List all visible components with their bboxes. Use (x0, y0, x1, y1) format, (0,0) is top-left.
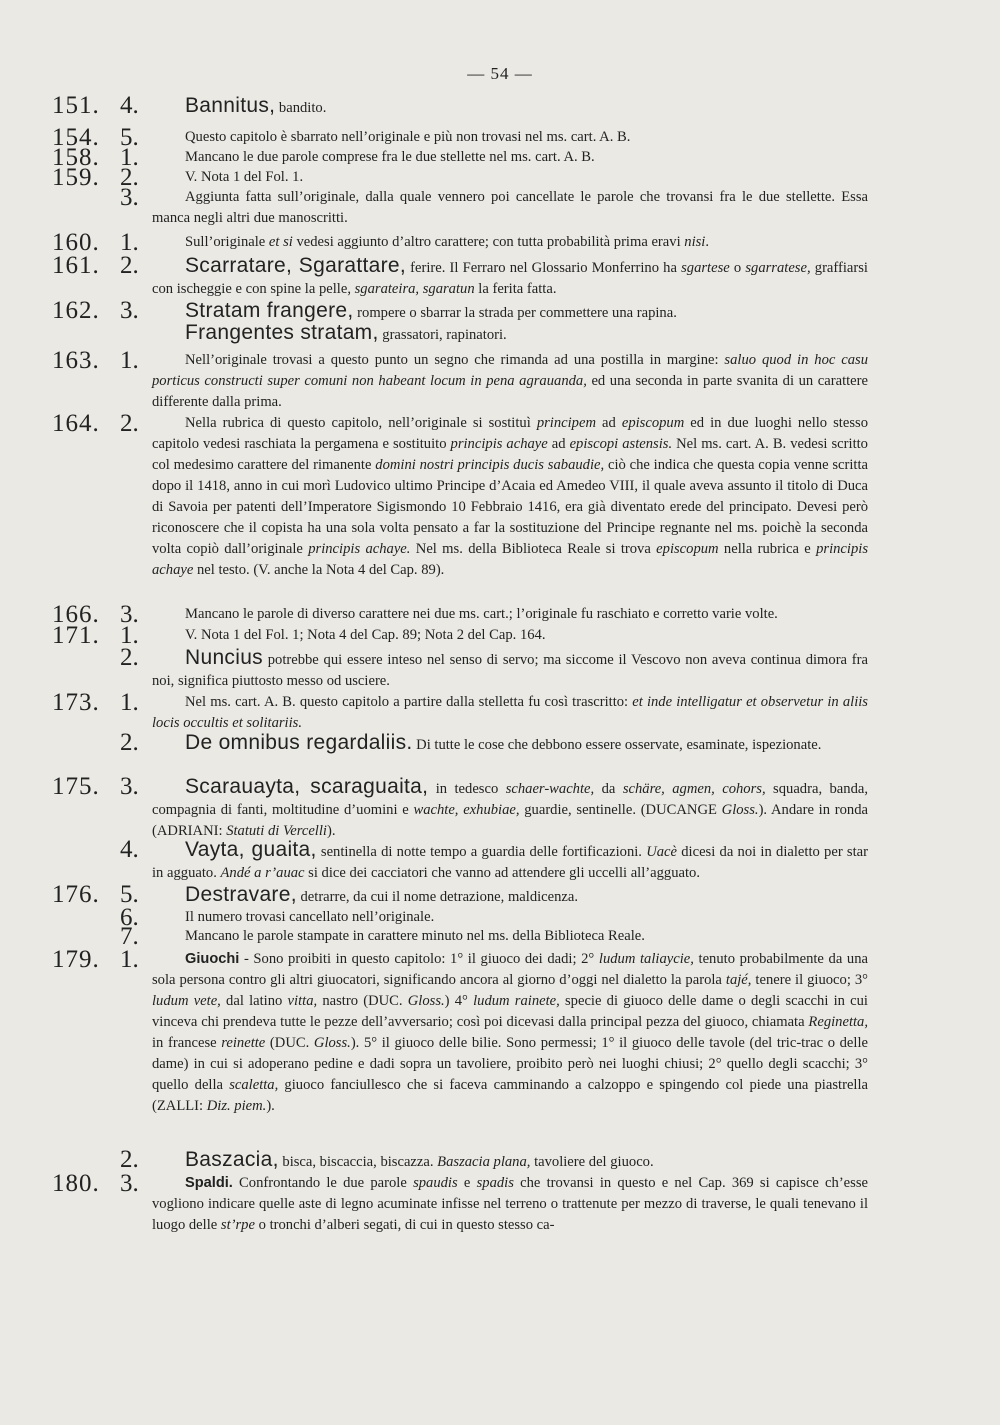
chapter-number: 162. (52, 297, 100, 324)
headword: Bannitus, (185, 94, 276, 117)
note-text-run: si dice dei cacciatori che vanno ad attendere gli uccelli all’agguato. (304, 865, 700, 881)
italic-term: saluo quod in hoc casu porticus constructi super comuni non habeant locum in pena agrauanda, (152, 352, 868, 389)
note-text-run: Nella rubrica di questo capitolo, nell’originale si sostituì (185, 415, 537, 431)
note-text (152, 776, 868, 842)
note-20 (0, 923, 1000, 950)
note-text-run: Mancano le parole stampate in carattere minuto nel ms. della Biblioteca Reale. (185, 928, 645, 944)
note-text-run: dal latino (220, 993, 288, 1009)
chapter-number: 166. (52, 601, 100, 628)
note-text (152, 949, 868, 1117)
note-text-run: in tedesco (428, 781, 506, 797)
page-number: — 54 — (467, 64, 533, 83)
note-number: 2. (120, 729, 139, 756)
note-text-run: e (457, 1175, 477, 1191)
note-text-run: Sull’originale (185, 234, 269, 250)
chapter-number: 160. (52, 229, 100, 256)
note-text (152, 147, 868, 168)
note-12 (0, 622, 1000, 649)
note-text-run: Nel ms. cart. A. B. questo capitolo a partire dalla stelletta fu così trascritto: (185, 694, 633, 710)
note-number: 1. (120, 689, 139, 716)
note-8 (0, 322, 1000, 346)
note-number: 7. (120, 923, 139, 950)
note-text-run: Aggiunta fatta sull’originale, dalla quale vennero poi cancellate le parole che trovansi fra le due stellette. Essa manca negli altri due manoscritti. (152, 189, 868, 226)
chapter-number: 161. (52, 252, 100, 279)
note-text-run: ). 5° il giuoco delle bilie. Sono permessi; 1° il giuoco delle tavole (del tric-trac o delle dame) in cui si adoperano pedine e dadi sopra un tavoliere, proibito però nei luoghi chiusi; 2° quello degli scacchi; 3° quello della (152, 1035, 868, 1093)
note-text-run: bisca, biscaccia, biscazza. (278, 1154, 438, 1170)
italic-term: Andé a r’auac (220, 865, 305, 881)
note-text-run: in francese (152, 1035, 222, 1051)
note-text-run: graffiarsi con ischeggie e con spine la pelle, (152, 260, 868, 297)
note-text (152, 884, 868, 908)
note-text-run: - Sono proibiti in questo capitolo: 1° il giuoco dei dadi; 2° (239, 951, 599, 967)
note-text-run: Il numero trovasi cancellato nell’originale. (185, 909, 435, 925)
note-text (152, 625, 868, 646)
note-text-run: dicesi da noi in dialetto per star in agguato. (152, 844, 868, 881)
headword: Stratam frangere, (185, 299, 354, 322)
note-text (152, 647, 868, 692)
headword: Nuncius (185, 646, 263, 669)
note-21 (0, 946, 1000, 1117)
italic-term: et si (268, 234, 293, 250)
note-text-run: tenere il giuoco; 3° (751, 972, 868, 988)
note-text-run: ferire. Il Ferraro nel Glossario Monferrino ha (406, 260, 682, 276)
note-text-run: ). (326, 823, 336, 839)
headword: Scarauayta, scaraguaita, (185, 775, 429, 798)
note-text-run: detrarre, da cui il nome detrazione, maldicenza. (296, 889, 579, 905)
note-10 (0, 410, 1000, 581)
note-4 (0, 184, 1000, 229)
note-text-run: o tronchi d’alberi segati, di cui in questo stesso ca- (254, 1217, 555, 1233)
note-text (152, 127, 868, 148)
note-text-run: Di tutte le cose che debbono essere osservate, esaminate, ispezionate. (412, 737, 822, 753)
italic-term: Gloss. (407, 993, 445, 1009)
italic-term: ludum vete, (152, 993, 221, 1009)
note-text (152, 413, 868, 581)
chapter-number: 151. (52, 92, 100, 119)
note-text-run: ad (547, 436, 570, 452)
italic-term: ludum rainete, (473, 993, 560, 1009)
note-text-run: ). Andare in ronda (ADRIANI: (152, 802, 868, 839)
note-text-run: Nel ms. cart. A. B. vedesi scritto col medesimo carattere del rimanente (152, 436, 868, 473)
italic-term: tajé, (725, 972, 752, 988)
note-text (152, 732, 868, 756)
note-number: 1. (120, 946, 139, 973)
italic-term: episcopum (621, 415, 685, 431)
note-number: 2. (120, 1146, 139, 1173)
italic-term: schäre, agmen, cohors, (622, 781, 766, 797)
italic-term: principem (536, 415, 596, 431)
italic-term: ludum taliaycie, (598, 951, 694, 967)
note-text-run: ed in due luoghi nello stesso capitolo vedesi raschiata la pergamena e sostituito (152, 415, 868, 452)
note-text-run: . (705, 234, 710, 250)
headword: Giuochi (185, 951, 240, 967)
italic-term: scaletta, (229, 1077, 279, 1093)
italic-term: Diz. piem. (206, 1098, 267, 1114)
note-text-run: nastro (DUC. (317, 993, 408, 1009)
chapter-number: 180. (52, 1170, 100, 1197)
chapter-number: 179. (52, 946, 100, 973)
note-text-run: ad (596, 415, 622, 431)
chapter-number: 173. (52, 689, 100, 716)
note-text-run: da (594, 781, 623, 797)
note-text-run: V. Nota 1 del Fol. 1; Nota 4 del Cap. 89; Nota 2 del Cap. 164. (185, 627, 546, 643)
note-text-run: Nel ms. della Biblioteca Reale si trova (410, 541, 657, 557)
note-number: 3. (120, 297, 139, 324)
note-23 (0, 1170, 1000, 1236)
note-text-run: V. Nota 1 del Fol. 1. (185, 169, 304, 185)
italic-term: et inde intelligatur et observetur in aliis locis occultis et solitariis. (152, 694, 868, 731)
note-text (152, 95, 868, 119)
note-number: 3. (120, 1170, 139, 1197)
note-number: 1. (120, 622, 139, 649)
note-number: 4. (120, 92, 139, 119)
note-text-run: nel testo. (V. anche la Nota 4 del Cap. 89). (193, 562, 445, 578)
headword: Destravare, (185, 883, 297, 906)
italic-term: spadis (476, 1175, 514, 1191)
note-number: 2. (120, 644, 139, 671)
note-14 (0, 689, 1000, 734)
italic-term: domini nostri principis ducis sabaudie, (375, 457, 605, 473)
note-text (152, 232, 868, 253)
note-text-run: specie di giuoco delle dame o degli scacchi in cui vinceva chi prendeva tutte le pezze dell’avversario; così poi dicevasi dalla principal pezza del giuoco, chiamata (152, 993, 868, 1030)
note-17 (0, 836, 1000, 884)
note-text-run: ). (266, 1098, 275, 1114)
note-0 (0, 92, 1000, 119)
note-number: 2. (120, 164, 139, 191)
note-text (152, 1173, 868, 1236)
note-number: 1. (120, 347, 139, 374)
note-text-run: ) 4° (444, 993, 474, 1009)
headword: De omnibus regardaliis. (185, 731, 413, 754)
note-text-run: squadra, banda, compagnia di fanti, moltitudine d’uomini e (152, 781, 869, 818)
headword: Baszacia, (185, 1148, 279, 1171)
italic-term: reinette (221, 1035, 266, 1051)
note-number: 5. (120, 124, 139, 151)
note-text-run: bandito. (275, 100, 327, 116)
chapter-number: 154. (52, 124, 100, 151)
note-text-run: Nell’originale trovasi a questo punto un segno che rimanda ad una postilla in margine: (185, 352, 725, 368)
italic-term: schaer-wachte, (505, 781, 595, 797)
italic-term: principis achaye (450, 436, 548, 452)
note-text-run: Questo capitolo è sbarrato nell’originale e più non trovasi nel ms. cart. A. B. (185, 129, 631, 145)
note-text-run: ed una seconda in parte svanita di un carattere differente dalla prima. (152, 373, 868, 410)
note-number: 2. (120, 252, 139, 279)
italic-term: sgarratese, (745, 260, 811, 276)
note-text (152, 255, 868, 300)
chapter-number: 158. (52, 144, 100, 171)
note-text-run: rompere o sbarrar la strada per commettere una rapina. (353, 305, 677, 321)
headword: Scarratare, Sgarattare, (185, 254, 406, 277)
headword: Vayta, guaita, (185, 838, 317, 861)
note-6 (0, 252, 1000, 300)
note-13 (0, 644, 1000, 692)
note-text (152, 604, 868, 625)
italic-term: principis achaye. (308, 541, 411, 557)
italic-term: Statuti di Vercelli (226, 823, 327, 839)
note-text (152, 1149, 868, 1173)
chapter-number: 176. (52, 881, 100, 908)
note-number: 6. (120, 904, 139, 931)
note-text (152, 167, 868, 188)
note-text-run: tenuto probabilmente da una sola persona contro gli altri giuocatori, significando ancora al giorno d’oggi nel dialetto la parola (152, 951, 868, 988)
italic-term: sgartese (681, 260, 730, 276)
note-text-run: sentinella di notte tempo a guardia delle fortificazioni. (316, 844, 647, 860)
italic-term: vitta, (287, 993, 318, 1009)
note-text-run: potrebbe qui essere inteso nel senso di servo; ma siccome il Vescovo non aveva continua dimora fra noi, significa piuttosto messo od usciere. (152, 652, 868, 689)
note-text-run: che trovansi in questo e nel Cap. 369 si capisce ch’esse vogliono indicare quelle aste di legno acuminate infisse nel terreno o trattenute per mezzo di traverse, le quali tenevano il luogo delle (152, 1175, 868, 1233)
italic-term: wachte, exhubiae, (413, 802, 520, 818)
note-number: 3. (120, 773, 139, 800)
note-text (152, 187, 868, 229)
note-text-run: o (729, 260, 746, 276)
headword: Frangentes stratam, (185, 321, 379, 344)
chapter-number: 175. (52, 773, 100, 800)
note-number: 3. (120, 601, 139, 628)
chapter-number: 164. (52, 410, 100, 437)
note-text (152, 839, 868, 884)
note-7 (0, 297, 1000, 324)
note-text-run: la ferita fatta. (474, 281, 557, 297)
note-number: 4. (120, 836, 139, 863)
note-number: 1. (120, 144, 139, 171)
note-text-run: ciò che indica che questa copia venne scritta dopo il 1418, anno in cui morì Ludovico ultimo Principe d’Acaia ed Amedeo VIII, il quale aveva assunto il titolo di Duca di Savoia per patenti dell’Imperatore Sigismondo 10 Febbraio 1416, era già diventato erede del principato. Devesi però riconoscere che il copista ha una sola volta pensato a far la sostituzione del Principe regnante nel ms. poichè la seconda volta copiò dall’originale (152, 457, 869, 557)
chapter-number: 171. (52, 622, 100, 649)
chapter-number: 159. (52, 164, 100, 191)
note-9 (0, 347, 1000, 413)
italic-term: Reginetta, (808, 1014, 868, 1030)
italic-term: episcopi astensis. (569, 436, 673, 452)
note-text (152, 350, 868, 413)
note-text-run: Mancano le parole di diverso carattere nei due ms. cart.; l’originale fu raschiato e corretto varie volte. (185, 606, 778, 622)
note-text-run: Mancano le due parole comprese fra le due stellette nel ms. cart. A. B. (185, 149, 595, 165)
note-text-run: giuoco fanciullesco che si faceva camminando a calzoppo e spingendo col piede una piastrella (ZALLI: (152, 1077, 869, 1114)
note-text (152, 692, 868, 734)
note-text-run: nella rubrica e (718, 541, 817, 557)
note-15 (0, 729, 1000, 756)
note-text-run: guardie, sentinelle. (DUCANGE (519, 802, 722, 818)
note-5 (0, 229, 1000, 256)
note-text-run: vedesi aggiunto d’altro carattere; con tutta probabilità prima eravi (292, 234, 685, 250)
chapter-number: 163. (52, 347, 100, 374)
note-text-run: grassatori, rapinatori. (378, 327, 507, 343)
italic-term: nisi (684, 234, 706, 250)
italic-term: st’rpe (220, 1217, 255, 1233)
italic-term: episcopum (656, 541, 719, 557)
note-text (152, 907, 868, 928)
note-text (152, 926, 868, 947)
italic-term: Baszacia plana, (437, 1154, 531, 1170)
note-text-run: (DUC. (265, 1035, 314, 1051)
note-text (152, 322, 868, 346)
note-16 (0, 773, 1000, 842)
italic-term: Uacè (646, 844, 677, 860)
note-text-run: tavoliere del giuoco. (530, 1154, 654, 1170)
italic-term: Gloss. (721, 802, 759, 818)
note-number: 3. (120, 184, 139, 211)
note-number: 1. (120, 229, 139, 256)
note-number: 2. (120, 410, 139, 437)
italic-term: sgarateira, sgaratun (354, 281, 475, 297)
note-text-run: Confrontando le due parole (232, 1175, 414, 1191)
note-number: 5. (120, 881, 139, 908)
italic-term: Gloss. (313, 1035, 351, 1051)
headword: Spaldi. (185, 1175, 233, 1191)
italic-term: principis achaye (152, 541, 868, 578)
italic-term: spaudis (413, 1175, 458, 1191)
